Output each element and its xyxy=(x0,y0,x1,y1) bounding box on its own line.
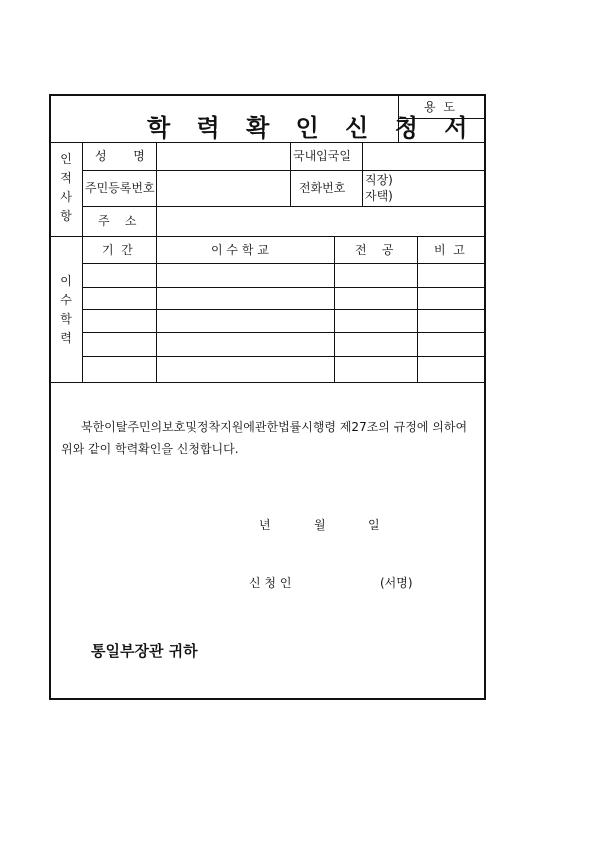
usage-field[interactable] xyxy=(399,119,485,141)
date-month-label: 월 xyxy=(314,518,326,532)
signature-label: (서명) xyxy=(380,576,413,590)
phone-field[interactable] xyxy=(401,171,486,206)
divider-edu-end xyxy=(51,382,486,383)
form-title: 학 력 확 인 신 청 서 xyxy=(147,113,477,142)
divider-edu-row-3 xyxy=(82,332,486,333)
usage-label: 용 도 xyxy=(424,100,457,114)
divider-edu-header xyxy=(82,263,486,264)
divider-edu-row-4 xyxy=(82,356,486,357)
header-major: 전 공 xyxy=(355,243,394,257)
edu-section-divider xyxy=(82,236,83,382)
personal-section-divider xyxy=(82,142,83,236)
resident-number-field[interactable] xyxy=(157,171,290,206)
name-field[interactable] xyxy=(157,143,290,170)
personal-mid-divider xyxy=(290,142,291,206)
header-period: 기 간 xyxy=(102,243,133,257)
addressee: 통일부장관 귀하 xyxy=(91,642,198,660)
name-label: 성 명 xyxy=(95,149,145,163)
phone-home-label: 자택) xyxy=(365,189,393,203)
phone-work-label: 직장) xyxy=(365,173,393,187)
edu-col-divider-3 xyxy=(417,236,418,382)
divider-edu-row-2 xyxy=(82,309,486,310)
entry-date-field[interactable] xyxy=(363,143,486,170)
divider-edu-row-1 xyxy=(82,287,486,288)
header-remarks: 비 고 xyxy=(434,243,465,257)
resident-number-label: 주민등록번호 xyxy=(85,181,155,195)
application-form xyxy=(49,94,486,700)
header-school: 이 수 학 교 xyxy=(211,243,269,257)
applicant-name-field[interactable] xyxy=(301,572,381,592)
divider-personal-end xyxy=(51,236,486,237)
date-day-label: 일 xyxy=(368,518,380,532)
phone-label: 전화번호 xyxy=(299,181,346,195)
edu-col-divider-1 xyxy=(156,236,157,382)
date-year-label: 년 xyxy=(259,518,271,532)
entry-date-label: 국내입국일 xyxy=(293,149,351,163)
statement-text: 북한이탈주민의보호및정착지원에관한법률시행령 제27조의 규정에 의하여 위와 같이 학력확인을 신청합니다. xyxy=(61,420,468,456)
applicant-label: 신 청 인 xyxy=(249,576,292,590)
address-field[interactable] xyxy=(157,207,486,236)
address-label: 주 소 xyxy=(98,214,137,228)
education-section-label: 이 수 학 력 xyxy=(60,274,72,345)
personal-section-label: 인 적 사 항 xyxy=(60,152,72,223)
edu-col-divider-2 xyxy=(334,236,335,382)
